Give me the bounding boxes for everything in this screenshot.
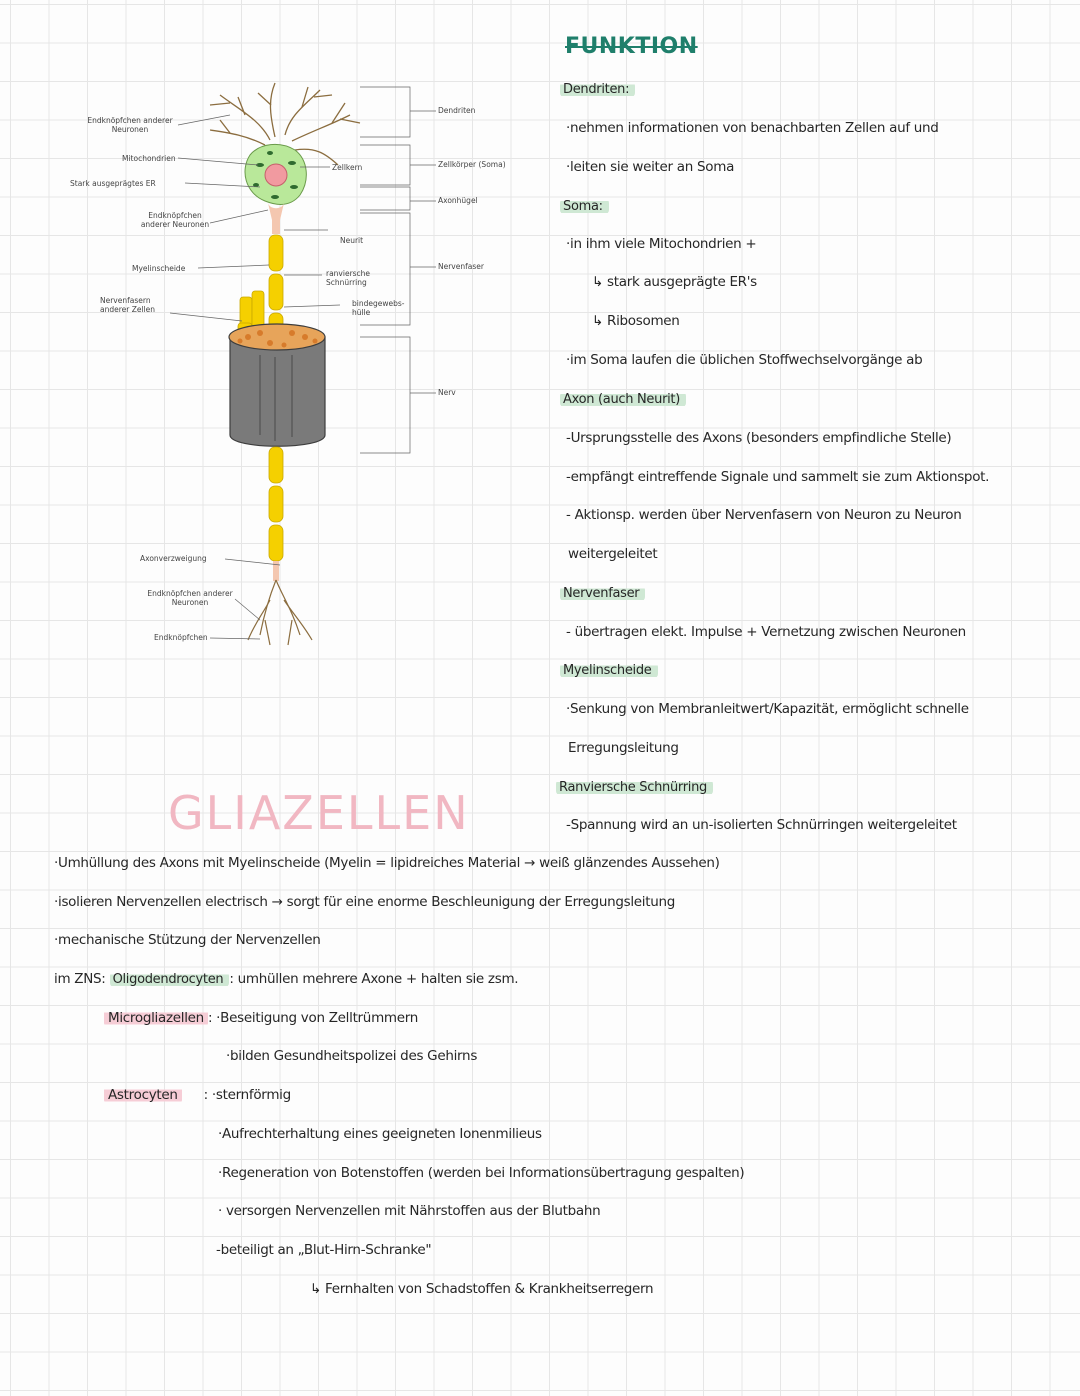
axon-terminals-drawing	[248, 580, 312, 645]
label-endknoepfchen-4: Endknöpfchen	[154, 633, 208, 642]
myelin-line-2: Erregungsleitung	[568, 740, 679, 756]
label-dendriten: Dendriten	[438, 106, 476, 115]
neuron-diagram	[70, 75, 540, 675]
dendriten-line-2: ·leiten sie weiter an Soma	[566, 159, 735, 175]
label-zellkoerper: Zellkörper (Soma)	[438, 160, 506, 169]
nervenfaser-heading: Nervenfaser	[560, 585, 645, 601]
soma-line-3: ↳ Ribosomen	[592, 313, 680, 329]
myelin-segments-top	[269, 235, 283, 337]
astro-line-3: ·Regeneration von Botenstoffen (werden bei Informationsübertragung gespalten)	[218, 1165, 745, 1181]
nervenfaser-line-1: - übertragen elekt. Impulse + Vernetzung zwischen Neuronen	[566, 624, 966, 640]
zns-line	[54, 971, 518, 987]
label-bindegewebshuelle: bindegewebs-hülle	[352, 299, 405, 317]
label-endknoepfchen-1: Endknöpfchen anderer Neuronen	[87, 116, 173, 134]
axon-hillock-drawing	[268, 203, 284, 220]
ranvier-line-1: -Spannung wird an un-isolierten Schnürringen weitergeleitet	[566, 817, 957, 833]
dendriten-line-1: ·nehmen informationen von benachbarten Zellen auf und	[566, 120, 939, 136]
astro-label: Astrocyten	[104, 1087, 182, 1103]
gliazellen-title: GLIAZELLEN	[168, 786, 470, 840]
label-mitochondrien: Mitochondrien	[122, 154, 176, 163]
axon-heading: Axon (auch Neurit)	[560, 391, 686, 407]
mikro-label: Microgliazellen	[104, 1010, 208, 1026]
mikro-text-1: : ·Beseitigung von Zelltrümmern	[207, 1010, 419, 1026]
nerve-cross-section	[229, 324, 325, 350]
myelin-heading: Myelinscheide	[560, 662, 658, 678]
astro-line-5: -beteiligt an „Blut-Hirn-Schranke"	[216, 1242, 432, 1258]
astro-text-1: : ·sternförmig	[203, 1087, 291, 1103]
soma-line-1: ·in ihm viele Mitochondrien +	[566, 236, 757, 252]
label-axonhuegel: Axonhügel	[438, 196, 478, 205]
ranvier-heading: Ranviersche Schnürring	[556, 779, 713, 795]
axon-line-3: - Aktionsp. werden über Nervenfasern von Neuron zu Neuron	[566, 507, 962, 523]
soma-line-4: ·im Soma laufen die üblichen Stoffwechselvorgänge ab	[566, 352, 923, 368]
mikro-line-1	[104, 1010, 418, 1026]
label-myelinscheide: Myelinscheide	[132, 264, 186, 273]
label-endknoepfchen-2: Endknöpfchen anderer Neuronen	[140, 211, 210, 229]
label-nervenfaser: Nervenfaser	[438, 262, 484, 271]
glia-line-3: ·mechanische Stützung der Nervenzellen	[54, 932, 321, 948]
label-axonverzweigung: Axonverzweigung	[140, 554, 207, 563]
mikro-line-2: ·bilden Gesundheitspolizei des Gehirns	[226, 1048, 478, 1064]
nucleus-drawing	[265, 164, 287, 186]
label-nerv: Nerv	[438, 388, 456, 397]
label-nervenfasern-anderer: Nervenfasern anderer Zellen	[100, 296, 156, 314]
axon-line-1: -Ursprungsstelle des Axons (besonders empfindliche Stelle)	[566, 430, 952, 446]
astro-line-1	[104, 1087, 291, 1103]
oligo-label: Oligodendrocyten	[110, 972, 230, 987]
glia-line-1: ·Umhüllung des Axons mit Myelinscheide (Myelin = lipidreiches Material → weiß glänzendes Aussehen)	[54, 855, 720, 871]
astro-line-2: ·Aufrechterhaltung eines geeigneten Ionenmilieus	[218, 1126, 542, 1142]
label-zellkern: Zellkern	[332, 163, 363, 172]
soma-line-2: ↳ stark ausgeprägte ER's	[592, 274, 757, 290]
funktion-title: FUNKTION	[565, 34, 698, 59]
astro-line-4: · versorgen Nervenzellen mit Nährstoffen aus der Blutbahn	[218, 1203, 601, 1219]
axon-line-2: -empfängt eintreffende Signale und sammelt sie zum Aktionspot.	[566, 469, 990, 485]
oligo-text: : umhüllen mehrere Axone + halten sie zsm.	[229, 971, 519, 987]
label-er: Stark ausgeprägtes ER	[70, 179, 156, 188]
axon-line-4: weitergeleitet	[568, 546, 658, 562]
label-endknoepfchen-3: Endknöpfchen anderer Neuronen	[147, 589, 233, 607]
glia-line-2: ·isolieren Nervenzellen electrisch → sorgt für eine enorme Beschleunigung der Erregungsleitung	[54, 894, 676, 910]
dendriten-heading: Dendriten:	[560, 81, 635, 97]
myelin-line-1: ·Senkung von Membranleitwert/Kapazität, ermöglicht schnelle	[566, 701, 969, 717]
nerve-cylinder	[230, 337, 325, 446]
label-neurit: Neurit	[340, 236, 364, 245]
astro-line-6: ↳ Fernhalten von Schadstoffen & Krankheitserregern	[310, 1281, 654, 1297]
label-ranvier: ranviersche Schnürring	[326, 269, 371, 287]
soma-heading: Soma:	[560, 198, 609, 214]
zns-prefix: im ZNS:	[54, 971, 106, 987]
myelin-segments-bottom	[269, 447, 283, 561]
